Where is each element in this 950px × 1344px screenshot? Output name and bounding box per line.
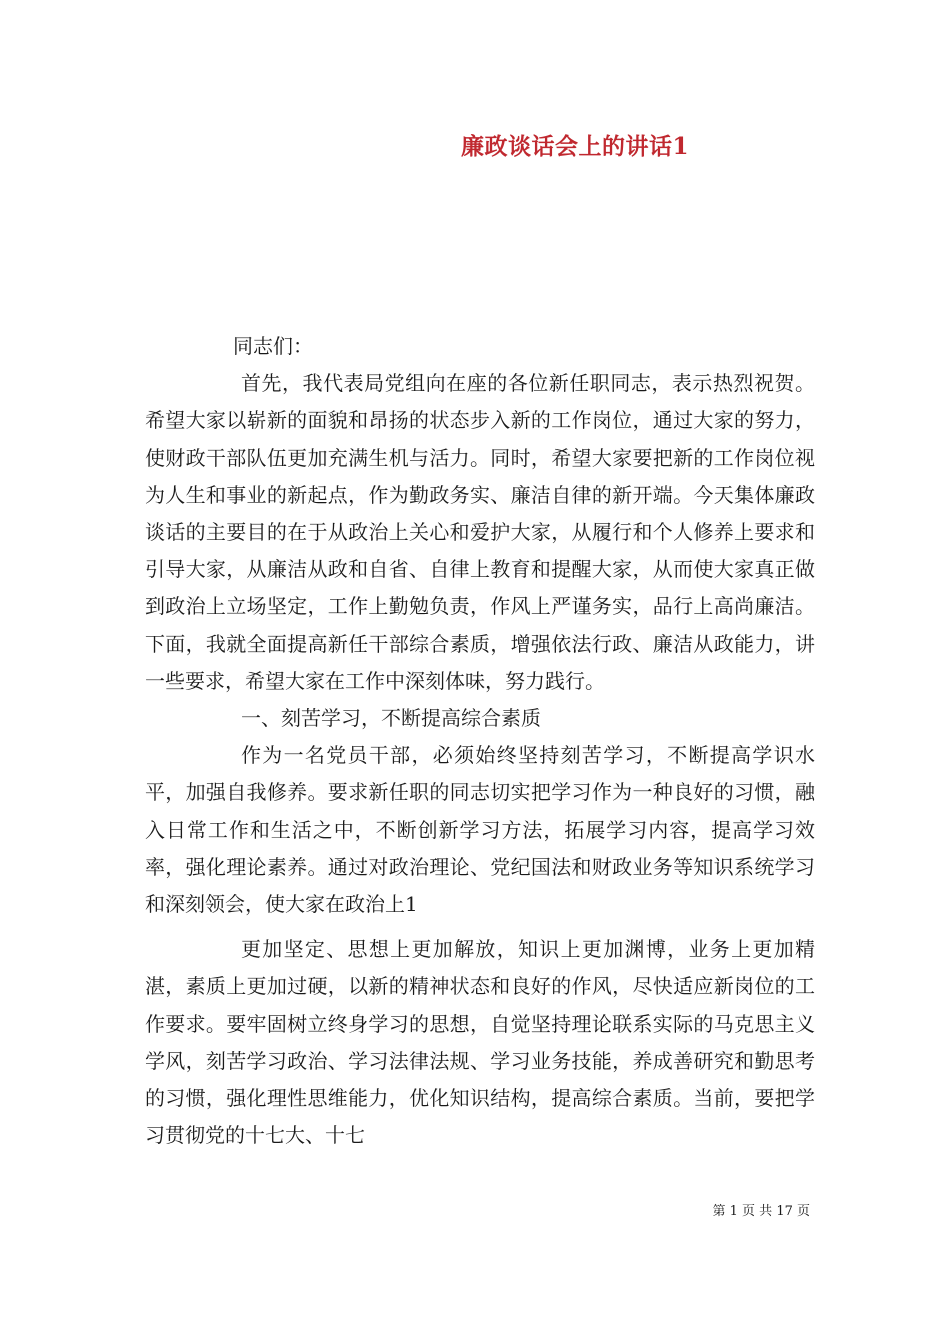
page-title: 廉政谈话会上的讲话1 [460,133,689,160]
salutation: 同志们： [233,334,313,358]
paragraph-opening: 首先，我代表局党组向在座的各位新任职同志，表示热烈祝贺。希望大家以崭新的面貌和昂扬的状态步入新的工作岗位，通过大家的努力，使财政干部队伍更加充满生机与活力。同时，希望大家要把新的工作岗位视为人生和事业的新起点，作为勤政务实、廉洁自律的新开端。今天集体廉政谈话的主要目的在于从政治上关心和爱护大家，从履行和个人修养上要求和引导大家，从廉洁从政和自省、自律上教育和提醒大家，从而使大家真正做到政治上立场坚定，工作上勤勉负责，作风上严谨务实，品行上高尚廉洁。下面，我就全面提高新任干部综合素质，增强依法行政、廉洁从政能力，讲一些要求，希望大家在工作中深刻体味，努力践行。 [145,371,815,693]
paragraph-section-2: 更加坚定、思想上更加解放，知识上更加渊博，业务上更加精湛，素质上更加过硬，以新的精神状态和良好的作风，尽快适应新岗位的工作要求。要牢固树立终身学习的思想，自觉坚持理论联系实际的马克思主义学风，刻苦学习政治、学习法律法规、学习业务技能，养成善研究和勤思考的习惯，强化理性思维能力，优化知识结构，提高综合素质。当前，要把学习贯彻党的十七大、十七 [145,937,815,1148]
document-body [145,328,815,1154]
paragraph-section-1: 作为一名党员干部，必须始终坚持刻苦学习，不断提高学识水平，加强自我修养。要求新任职的同志切实把学习作为一种良好的习惯，融入日常工作和生活之中，不断创新学习方法，拓展学习内容，提高学习效率，强化理论素养。通过对政治理论、党纪国法和财政业务等知识系统学习和深刻领会，使大家在政治上1 [145,743,815,917]
paragraph-gap [145,923,815,931]
page-number: 第 1 页 共 17 页 [712,1204,810,1219]
section-heading: 一、刻苦学习，不断提高综合素质 [241,706,541,731]
